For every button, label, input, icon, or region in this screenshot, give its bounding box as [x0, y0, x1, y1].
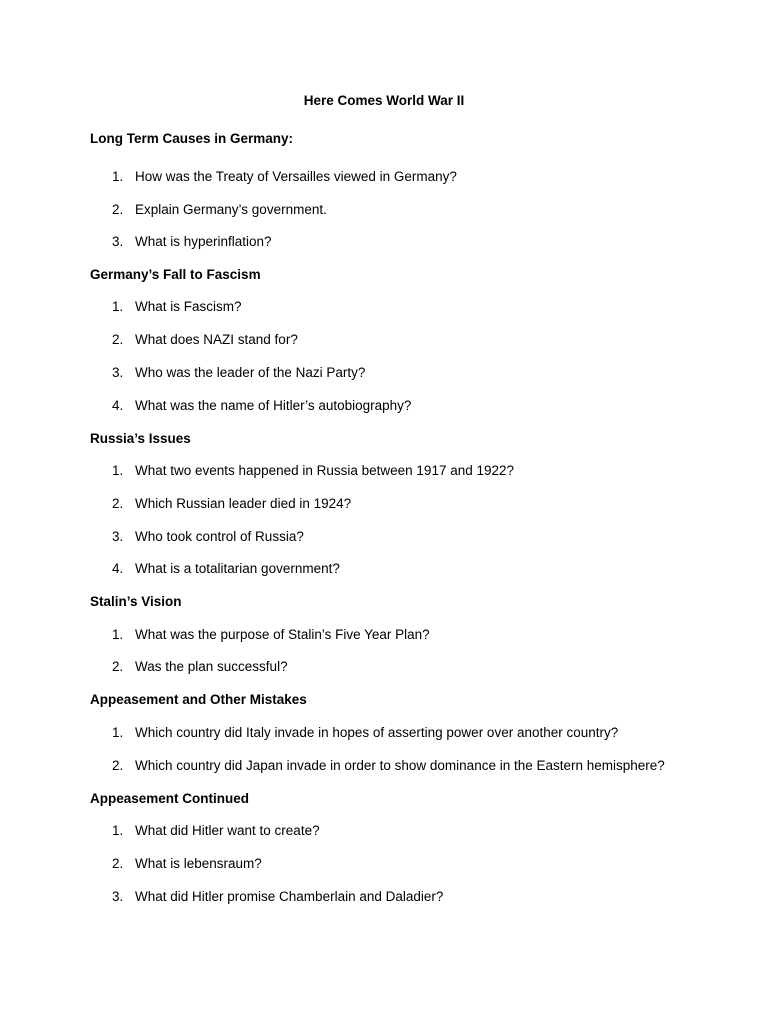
question-number: 2. [112, 659, 124, 674]
question-text: What is a totalitarian government? [135, 561, 340, 576]
question-text: What did Hitler promise Chamberlain and Daladier? [135, 889, 444, 904]
question-text: What two events happened in Russia between 1917 and 1922? [135, 463, 515, 478]
question-text: What was the purpose of Stalin’s Five Year Plan? [135, 627, 430, 642]
question-text: What did Hitler want to create? [135, 823, 320, 838]
question-number: 1. [112, 299, 124, 314]
question-text: Which Russian leader died in 1924? [135, 496, 352, 511]
question-number: 1. [112, 169, 124, 184]
question-number: 1. [112, 823, 124, 838]
question-text: Who was the leader of the Nazi Party? [135, 365, 366, 380]
section-heading: Germany’s Fall to Fascism [90, 267, 261, 282]
question-number: 4. [112, 398, 124, 413]
question-text: Which country did Japan invade in order to show dominance in the Eastern hemisphere? [135, 758, 665, 773]
question-text: What is Fascism? [135, 299, 242, 314]
question-text: What does NAZI stand for? [135, 332, 298, 347]
question-number: 1. [112, 627, 124, 642]
question-number: 4. [112, 561, 124, 576]
question-number: 2. [112, 496, 124, 511]
section-heading: Appeasement and Other Mistakes [90, 692, 307, 707]
question-number: 3. [112, 889, 124, 904]
question-text: Explain Germany’s government. [135, 202, 327, 217]
question-text: What is lebensraum? [135, 856, 262, 871]
question-number: 2. [112, 856, 124, 871]
document-title: Here Comes World War II [303, 93, 465, 108]
question-text: Which country did Italy invade in hopes of asserting power over another country? [135, 725, 619, 740]
section-heading: Long Term Causes in Germany: [90, 131, 294, 146]
question-text: Was the plan successful? [135, 659, 288, 674]
question-number: 1. [112, 725, 124, 740]
question-number: 3. [112, 529, 124, 544]
question-text: What was the name of Hitler’s autobiography? [135, 398, 412, 413]
question-number: 2. [112, 202, 124, 217]
section-heading: Appeasement Continued [90, 791, 250, 806]
question-number: 3. [112, 365, 124, 380]
question-number: 1. [112, 463, 124, 478]
question-text: What is hyperinflation? [135, 234, 272, 249]
section-heading: Russia’s Issues [90, 431, 191, 446]
question-number: 3. [112, 234, 124, 249]
question-number: 2. [112, 332, 124, 347]
question-text: Who took control of Russia? [135, 529, 304, 544]
question-text: How was the Treaty of Versailles viewed in Germany? [135, 169, 457, 184]
question-number: 2. [112, 758, 124, 773]
section-heading: Stalin’s Vision [90, 594, 182, 609]
